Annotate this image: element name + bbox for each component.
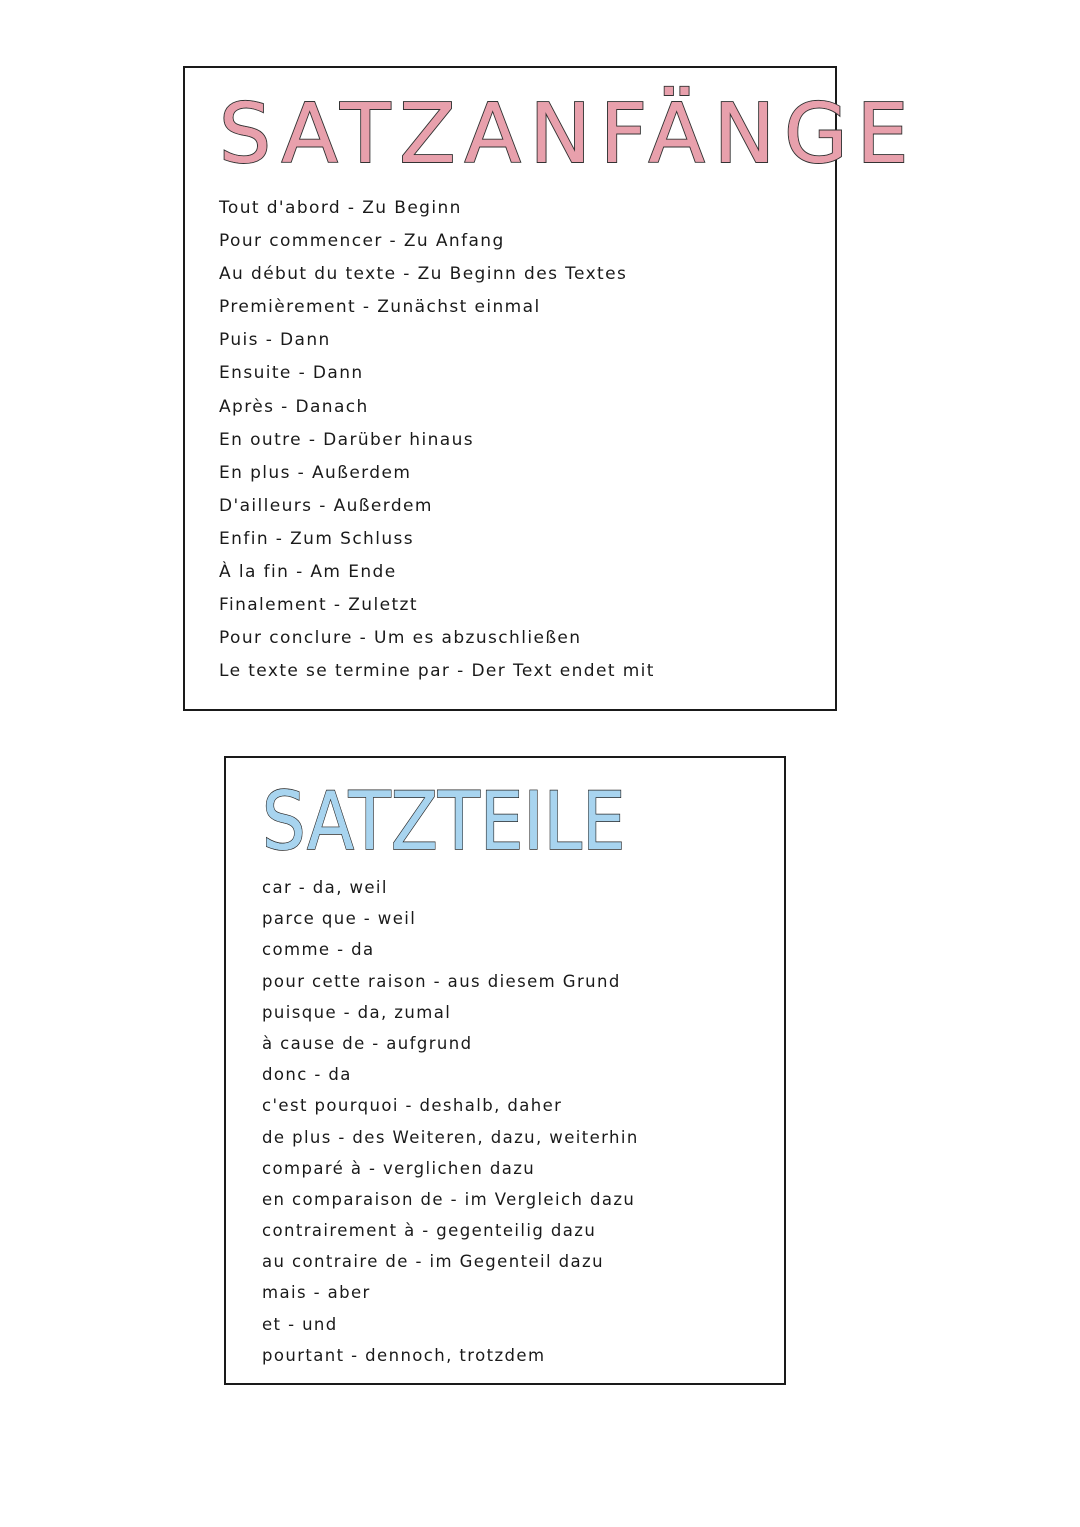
list-item: Tout d'abord - Zu Beginn	[219, 198, 462, 218]
list-item: de plus - des Weiteren, dazu, weiterhin	[262, 1127, 639, 1147]
list-item: Enfin - Zum Schluss	[219, 528, 415, 549]
list-item: Finalement - Zuletzt	[219, 595, 418, 616]
list-item: comparé à - verglichen dazu	[262, 1158, 536, 1178]
list-item: En outre - Darüber hinaus	[219, 429, 475, 450]
list-item: Premièrement - Zunächst einmal	[219, 297, 541, 318]
list-item: puisque - da, zumal	[262, 1002, 452, 1022]
satzanfaenge-title: SATZANFÄNGE	[219, 87, 918, 182]
list-item: Pour commencer - Zu Anfang	[219, 231, 505, 252]
satzteile-card	[224, 756, 786, 1385]
list-item: c'est pourquoi - deshalb, daher	[262, 1096, 563, 1116]
list-item: Pour conclure - Um es abzuschließen	[219, 628, 582, 649]
list-item: Puis - Dann	[219, 330, 331, 351]
list-item: pour cette raison - aus diesem Grund	[262, 971, 621, 991]
list-item: à cause de - aufgrund	[262, 1033, 473, 1053]
satzanfaenge-card	[183, 66, 918, 711]
list-item: en comparaison de - im Vergleich dazu	[262, 1189, 636, 1209]
list-item: et - und	[262, 1314, 338, 1334]
list-item: D'ailleurs - Außerdem	[219, 495, 433, 516]
list-item: contrairement à - gegenteilig dazu	[262, 1221, 597, 1241]
list-item: mais - aber	[262, 1283, 371, 1303]
list-item: donc - da	[262, 1065, 352, 1085]
satzteile-title: SATZTEILE	[262, 775, 626, 868]
list-item: Après - Danach	[219, 396, 369, 417]
list-item: En plus - Außerdem	[219, 462, 412, 483]
satzanfaenge-list	[219, 192, 655, 688]
list-item: car - da, weil	[262, 878, 388, 897]
list-item: À la fin - Am Ende	[219, 562, 397, 583]
satzteile-list	[262, 872, 639, 1371]
list-item: Ensuite - Dann	[219, 363, 364, 384]
list-item: au contraire de - im Gegenteil dazu	[262, 1252, 604, 1272]
list-item: comme - da	[262, 940, 375, 960]
list-item: parce que - weil	[262, 909, 417, 929]
list-item: Le texte se termine par - Der Text endet mit	[219, 661, 655, 682]
list-item: pourtant - dennoch, trotzdem	[262, 1345, 546, 1365]
list-item: Au début du texte - Zu Beginn des Textes	[219, 264, 628, 285]
